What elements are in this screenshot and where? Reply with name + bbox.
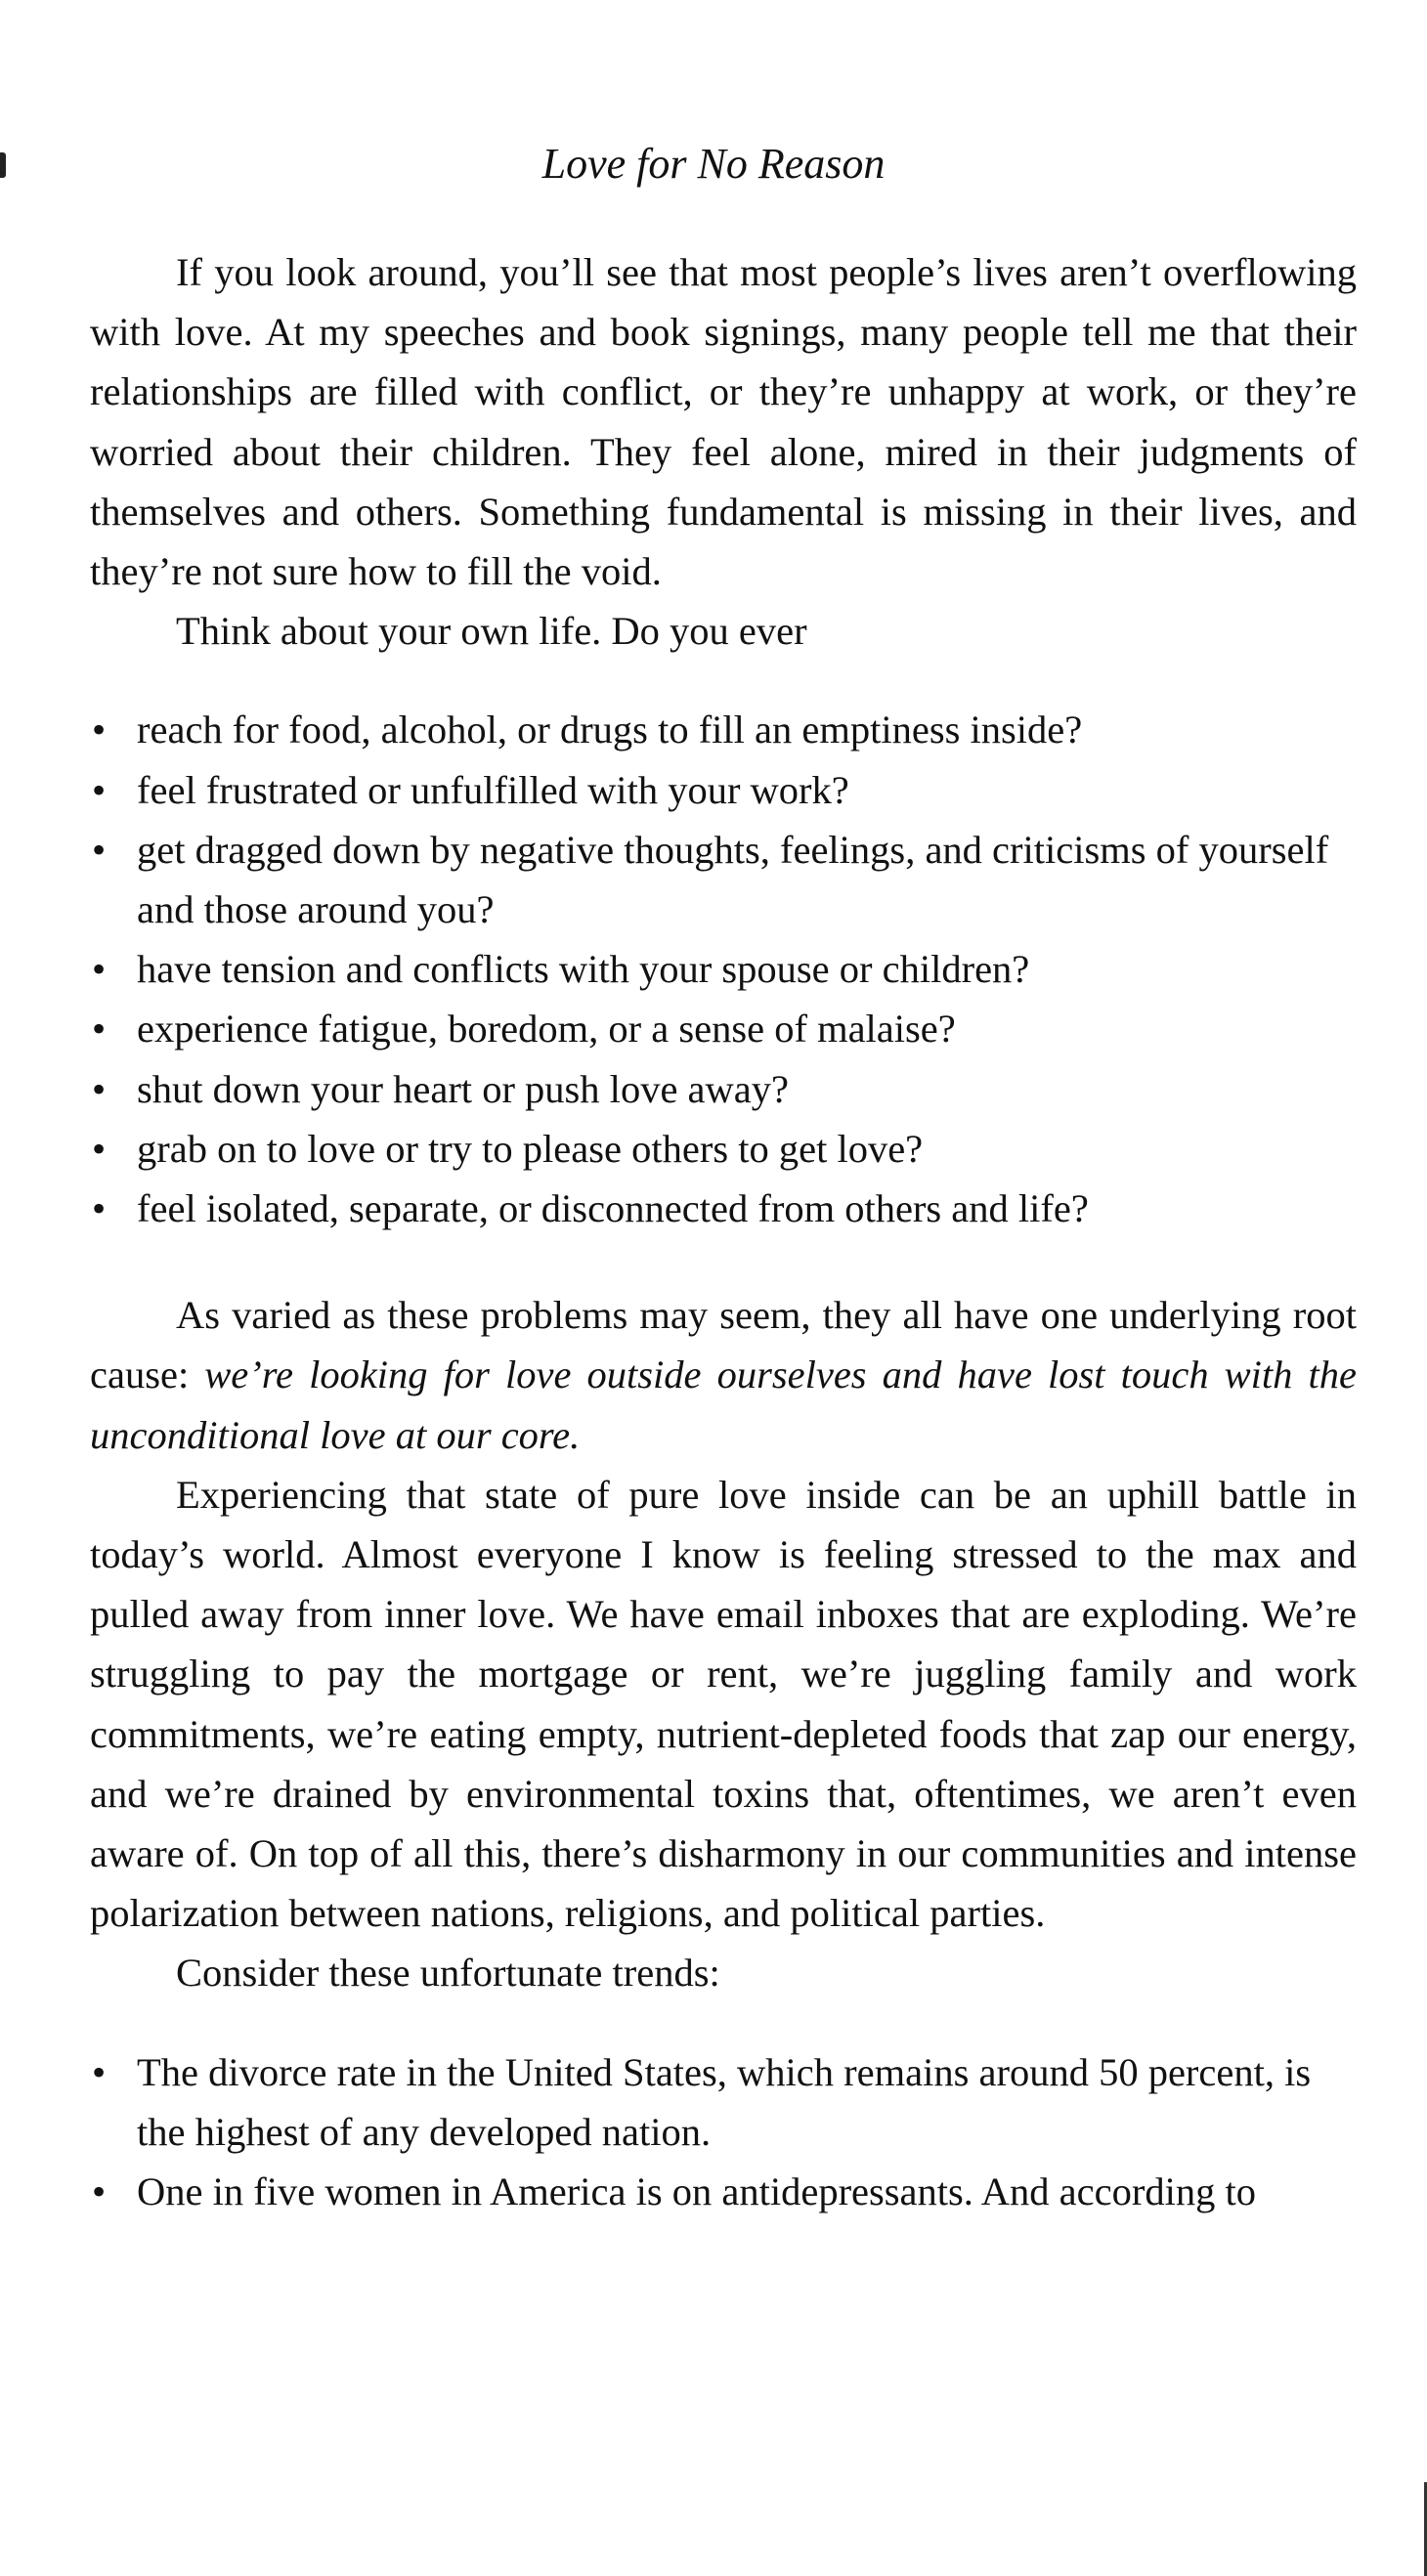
spacer bbox=[90, 1238, 1357, 1285]
paragraph-3-lead: As varied as these problems may seem, they all have one underlying root cause: bbox=[90, 1293, 1357, 1397]
spacer bbox=[90, 661, 1357, 700]
paragraph-2: Think about your own life. Do you ever bbox=[176, 609, 807, 654]
bullet-icon: • bbox=[92, 708, 107, 752]
list-item-text: grab on to love or try to please others to get love? bbox=[137, 1126, 924, 1171]
list-item-text: One in five women in America is on antidepressants. And according to bbox=[137, 2169, 1256, 2214]
bullet-icon: • bbox=[92, 2169, 107, 2214]
body-text bbox=[90, 242, 1357, 2221]
list-item-text: reach for food, alcohol, or drugs to fill an emptiness inside? bbox=[137, 708, 1083, 752]
paragraph-5: Consider these unfortunate trends: bbox=[176, 1951, 720, 1996]
list-item bbox=[90, 760, 1357, 820]
spacer bbox=[90, 2003, 1357, 2042]
bullet-icon: • bbox=[92, 1007, 107, 1052]
bullet-list-2 bbox=[90, 2042, 1357, 2222]
list-item bbox=[90, 2162, 1357, 2221]
running-head-title: Love for No Reason bbox=[541, 140, 886, 188]
bullet-icon: • bbox=[92, 947, 107, 992]
list-item bbox=[90, 999, 1357, 1058]
list-item-text: The divorce rate in the United States, which remains around 50 percent, is the highest of any developed nation. bbox=[137, 2049, 1312, 2154]
list-item bbox=[90, 1179, 1357, 1238]
bullet-icon: • bbox=[92, 2049, 107, 2094]
bullet-icon: • bbox=[92, 1126, 107, 1171]
paragraph-3 bbox=[90, 1285, 1357, 1465]
list-item bbox=[90, 820, 1357, 939]
list-item-text: get dragged down by negative thoughts, feelings, and criticisms of yourself and those around you? bbox=[137, 827, 1329, 932]
bullet-icon: • bbox=[92, 1066, 107, 1111]
list-item-text: feel isolated, separate, or disconnected from others and life? bbox=[137, 1186, 1089, 1231]
bullet-list-1 bbox=[90, 700, 1357, 1238]
list-item bbox=[90, 2042, 1357, 2162]
list-item-text: shut down your heart or push love away? bbox=[137, 1066, 789, 1111]
list-item bbox=[90, 1059, 1357, 1119]
list-item bbox=[90, 939, 1357, 999]
bullet-icon: • bbox=[92, 1186, 107, 1231]
list-item bbox=[90, 1119, 1357, 1179]
bullet-icon: • bbox=[92, 767, 107, 812]
paragraph-1: If you look around, you’ll see that most people’s lives aren’t overflowing with love. At my speeches and book signings, many people tell me that their relationships are filled with conflict, or they’re unhappy at work, or they’re worried about their children. They feel alone, mired in their judgments of themselves and others. Something fundamental is missing in their lives, and they’re not sure how to fill the void. bbox=[90, 250, 1357, 594]
list-item bbox=[90, 700, 1357, 759]
paragraph-4: Experiencing that state of pure love inside can be an uphill battle in today’s world. Almost everyone I know is feeling stressed to the max and pulled away from inner love. We have email inboxes that are exploding. We’re struggling to pay the mortgage or rent, we’re juggling family and work commitments, we’re eating empty, nutrient-depleted foods that zap our energy, and we’re drained by environmental toxins that, oftentimes, we aren’t even aware of. On top of all this, there’s disharmony in our communities and intense polarization between nations, religions, and political parties. bbox=[90, 1472, 1357, 1936]
paragraph-3-emphasis: we’re looking for love outside ourselves and have lost touch with the unconditional love at our core. bbox=[90, 1352, 1357, 1457]
list-item-text: feel frustrated or unfulfilled with your work? bbox=[137, 767, 849, 812]
bullet-icon: • bbox=[92, 827, 107, 872]
list-item-text: experience fatigue, boredom, or a sense of malaise? bbox=[137, 1007, 956, 1052]
list-item-text: have tension and conflicts with your spouse or children? bbox=[137, 947, 1030, 992]
